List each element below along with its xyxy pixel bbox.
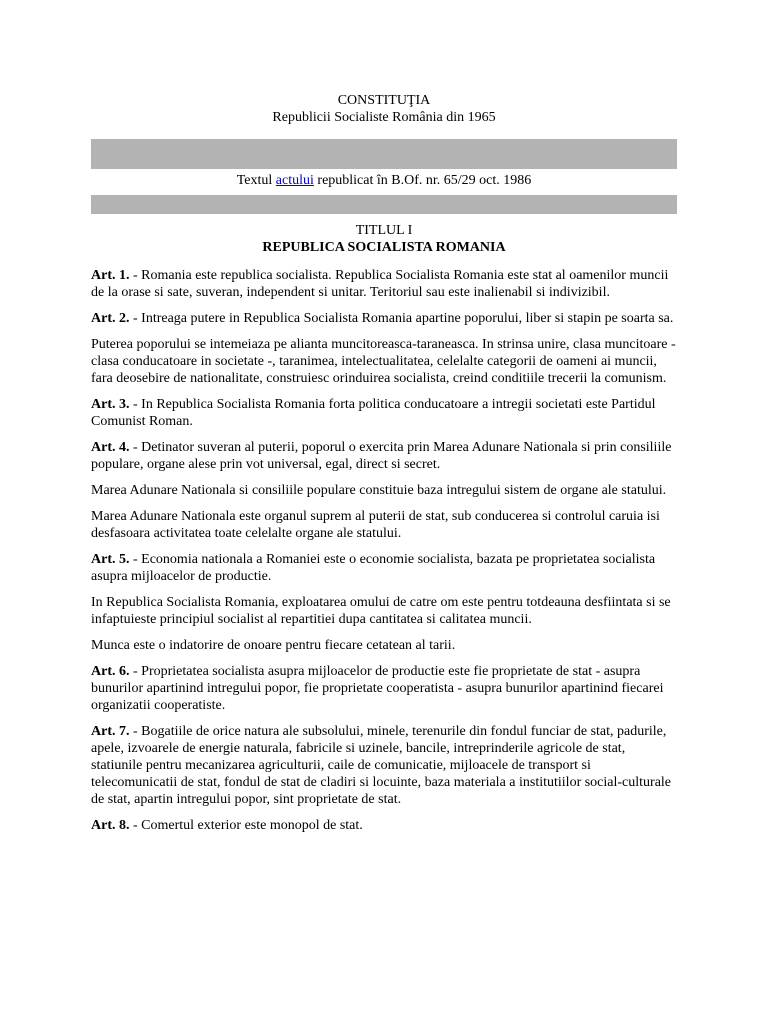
article-paragraph <box>91 439 677 473</box>
article-label: Art. 8. <box>91 818 130 833</box>
article-paragraph <box>91 508 677 542</box>
article-text: In Republica Socialista Romania, exploatarea omului de catre om este pentru totdeauna desfiintata si se infaptuieste principiul socialist al repartitiei dupa cantitatea si calitatea muncii. <box>91 595 671 627</box>
article-paragraph <box>91 663 677 714</box>
article-label: Art. 4. <box>91 440 130 455</box>
article-text: Marea Adunare Nationala si consiliile populare constituie baza intregului sistem de organe ale statului. <box>91 483 667 498</box>
article-text: Marea Adunare Nationala este organul suprem al puterii de stat, sub conducerea si controlul caruia isi desfasoara activitatea toate celelalte organe ale statului. <box>91 509 660 541</box>
article-label: Art. 2. <box>91 311 130 326</box>
document-subtitle: Republicii Socialiste România din 1965 <box>272 110 496 125</box>
article-label: Art. 6. <box>91 664 130 679</box>
article-text: - Intreaga putere in Republica Socialista Romania apartine poporului, liber si stapin pe soarta sa. <box>133 311 674 326</box>
article-label: Art. 3. <box>91 397 130 412</box>
article-label: Art. 1. <box>91 268 130 283</box>
section-number: TITLUL I <box>355 223 413 238</box>
article-text: Puterea poporului se intemeiaza pe alianta muncitoreasca-taraneasca. In strinsa unire, clasa muncitoare - clasa conducatoare in societate -, taranimea, intelectualitatea, celelalte categorii de oameni ai muncii, fara deosebire de nationalitate, construiesc orinduirea socialista, creind conditiile trecerii la comunism. <box>91 337 676 386</box>
section-heading <box>91 222 677 256</box>
article-label: Art. 5. <box>91 552 130 567</box>
article-paragraph <box>91 723 677 808</box>
republished-suffix: republicat în B.Of. nr. 65/29 oct. 1986 <box>317 173 532 188</box>
article-text: - Detinator suveran al puterii, poporul o exercita prin Marea Adunare Nationala si prin consiliile populare, organe alese prin vot universal, egal, direct si secret. <box>91 440 672 472</box>
document-header <box>91 92 677 126</box>
article-paragraph <box>91 637 677 654</box>
section-title: REPUBLICA SOCIALISTA ROMANIA <box>262 240 506 255</box>
article-paragraph <box>91 396 677 430</box>
article-paragraph <box>91 267 677 301</box>
republished-prefix: Textul <box>236 173 273 188</box>
article-text: - Bogatiile de orice natura ale subsolului, minele, terenurile din fondul funciar de stat, padurile, apele, izvoarele de energie naturala, fabricile si uzinele, bancile, intreprinderile agricole de stat, statiunile pentru mecanizarea agriculturii, caile de comunicatie, mijloacele de transport si telecomunicatii de stat, fondul de stat de cladiri si locuinte, baza materiala a institutiilor social-culturale de stat, apartin intregului popor, sint proprietate de stat. <box>91 724 672 807</box>
document-title: CONSTITUŢIA <box>337 93 431 108</box>
article-paragraph <box>91 817 677 834</box>
gray-separator-bar <box>91 195 677 214</box>
article-paragraph <box>91 310 677 327</box>
republished-note <box>91 172 677 191</box>
gray-separator-bar <box>91 139 677 169</box>
article-paragraph <box>91 482 677 499</box>
article-paragraph <box>91 551 677 585</box>
article-text: - Proprietatea socialista asupra mijloacelor de productie este fie proprietate de stat - asupra bunurilor apartinind intregului popor, fie proprietate cooperatista - asupra bunurilor apartinind fiecarei organizatii cooperatiste. <box>91 664 664 713</box>
article-text: - Economia nationala a Romaniei este o economie socialista, bazata pe proprietatea socialista asupra mijloacelor de productie. <box>91 552 656 584</box>
article-list <box>91 267 677 834</box>
document-content <box>91 92 677 834</box>
article-text: Munca este o indatorire de onoare pentru fiecare cetatean al tarii. <box>91 638 456 653</box>
article-text: - Comertul exterior este monopol de stat. <box>133 818 363 833</box>
article-label: Art. 7. <box>91 724 130 739</box>
act-link[interactable]: actului <box>275 173 314 188</box>
article-paragraph <box>91 594 677 628</box>
article-paragraph <box>91 336 677 387</box>
article-text: - In Republica Socialista Romania forta politica conducatoare a intregii societati este Partidul Comunist Roman. <box>91 397 656 429</box>
article-text: - Romania este republica socialista. Republica Socialista Romania este stat al oamenilor muncii de la orase si sate, suveran, independent si unitar. Teritoriul sau este inalienabil si indivizibil. <box>91 268 669 300</box>
